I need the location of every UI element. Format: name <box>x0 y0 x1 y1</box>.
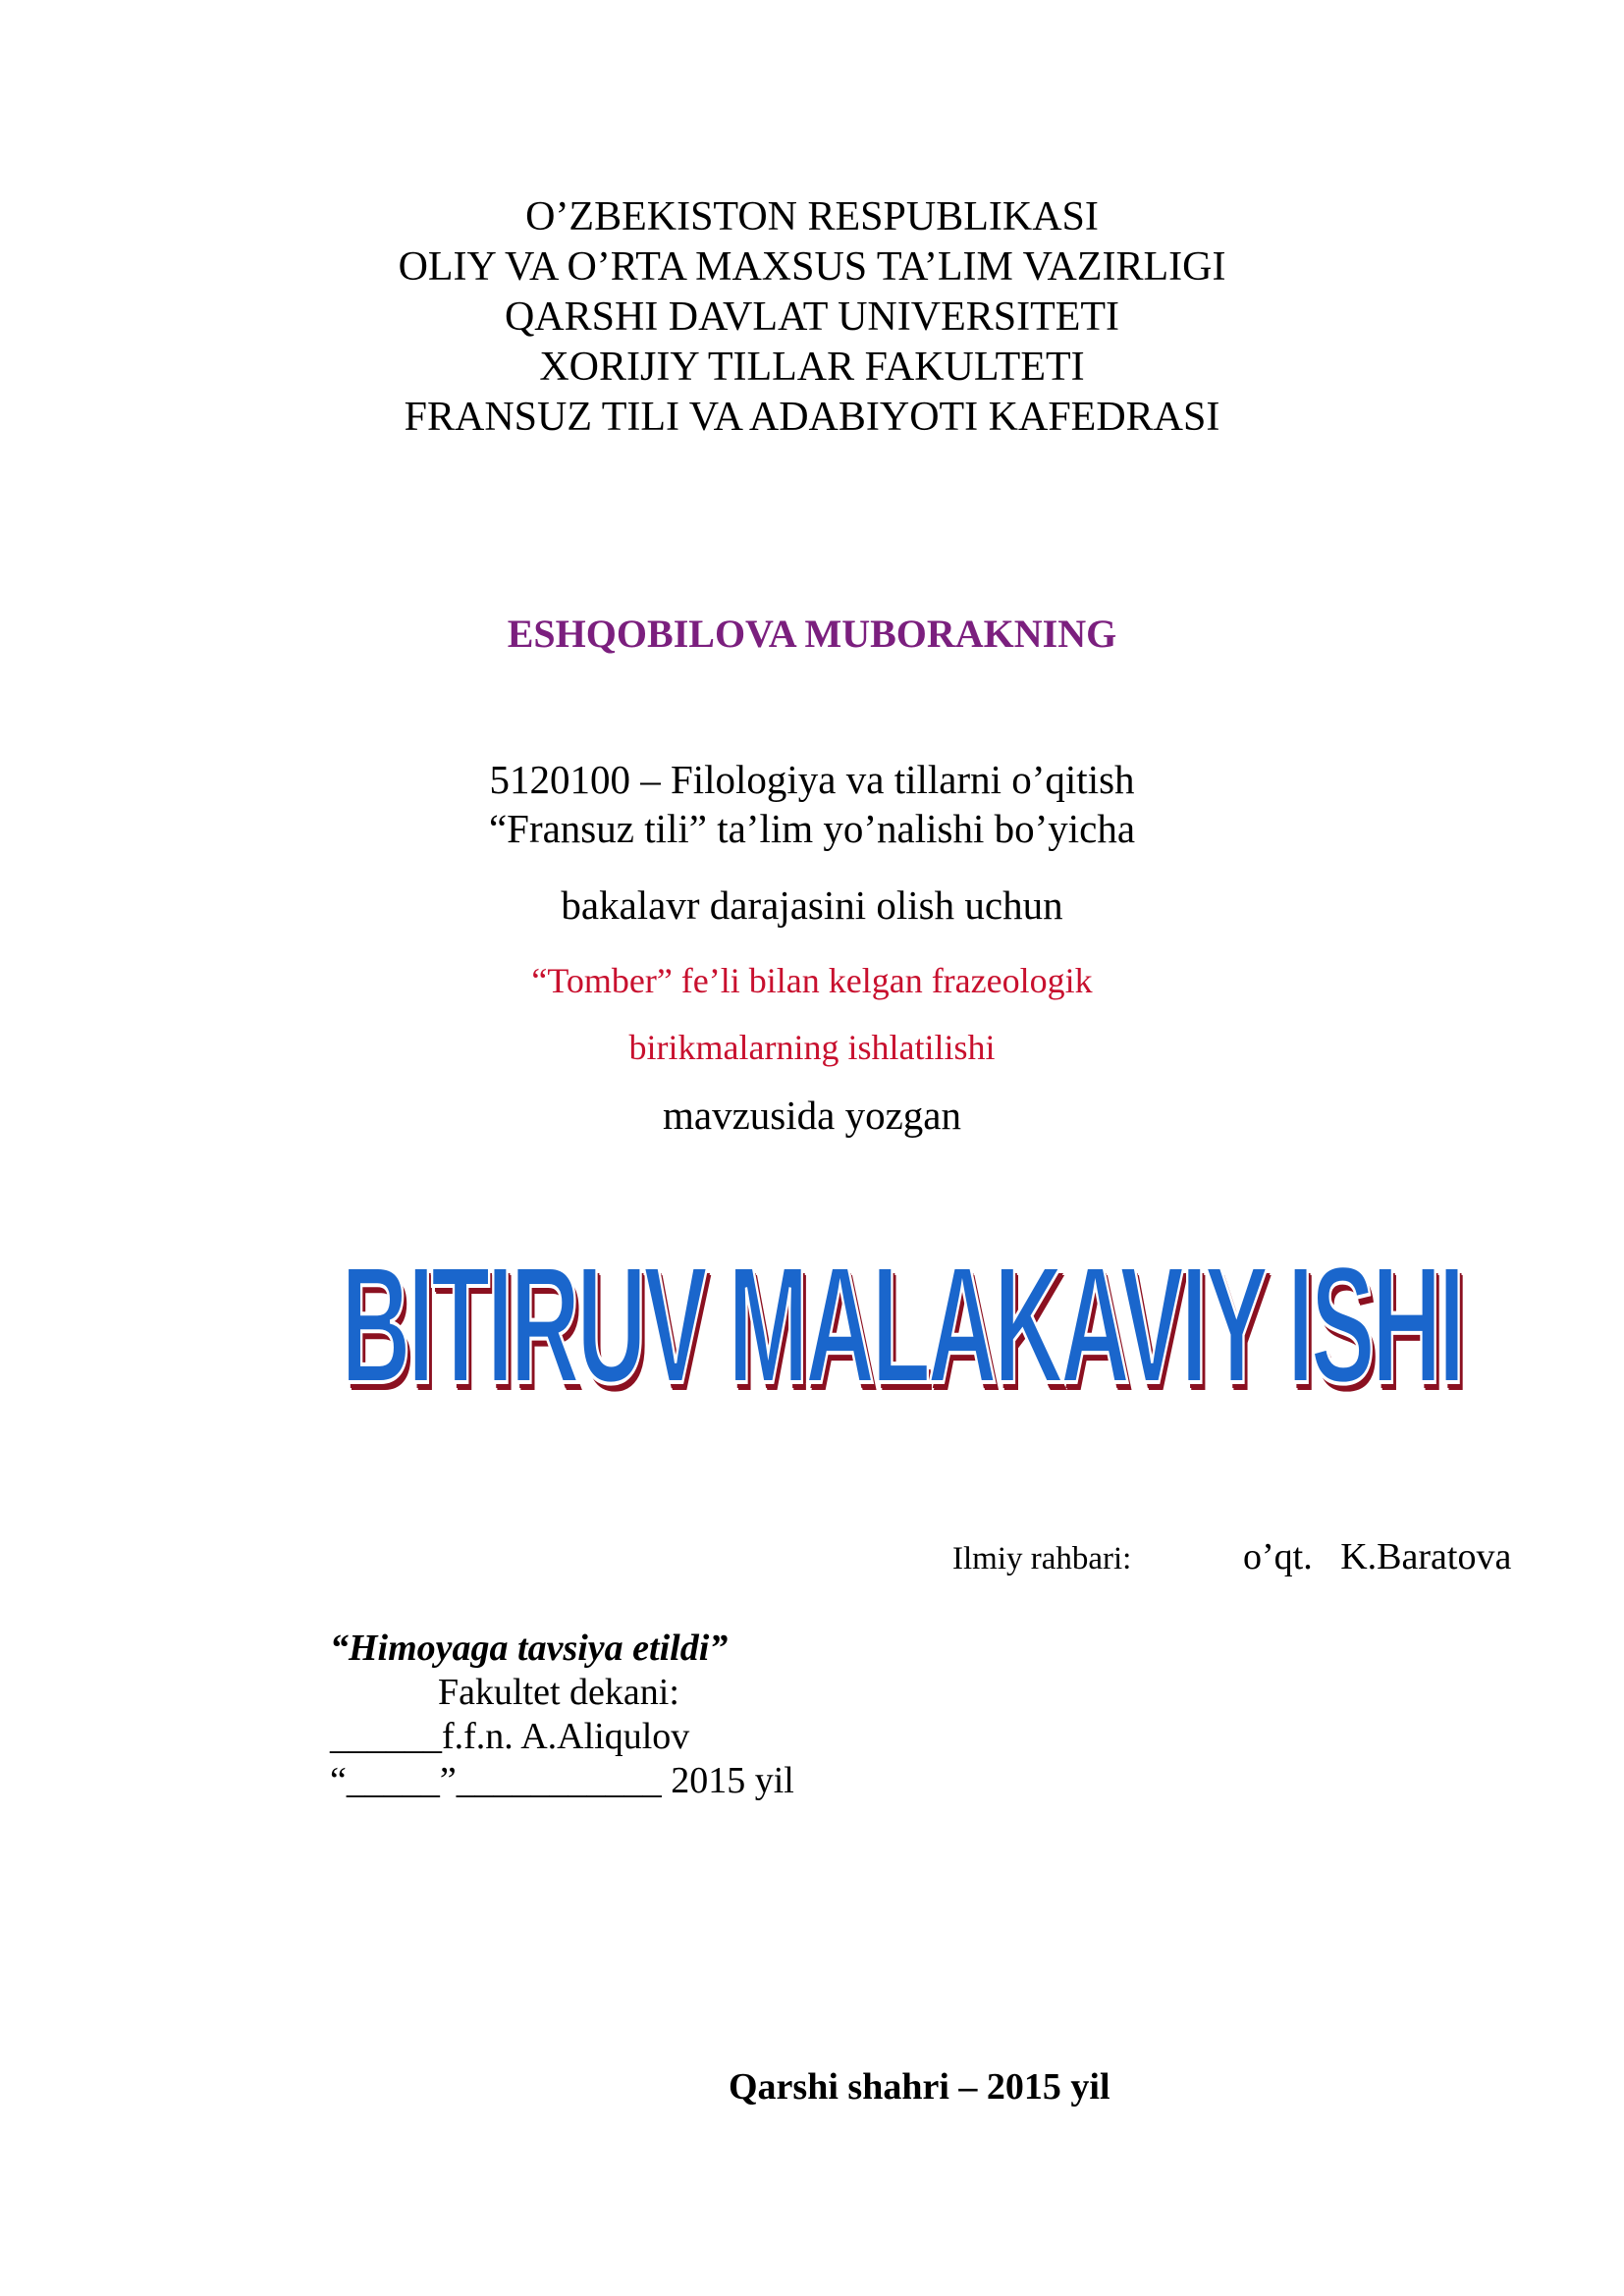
defense-recommendation: “Himoyaga tavsiya etildi” <box>330 1628 729 1669</box>
department-name: FRANSUZ TILI VA ADABIYOTI KAFEDRASI <box>404 395 1220 440</box>
ministry-name: OLIY VA O’RTA MAXSUS TA’LIM VAZIRLIGI <box>398 244 1226 290</box>
specialty-direction: “Fransuz tili” ta’lim yo’nalishi bo’yicha <box>488 806 1136 851</box>
thesis-title: BITIRUV MALAKAVIY ISHI <box>341 1232 1462 1418</box>
supervisor-name: o’qt. K.Baratova <box>1243 1536 1512 1577</box>
supervisor-label: Ilmiy rahbari: <box>952 1541 1132 1576</box>
ministry-country: O’ZBEKISTON RESPUBLIKASI <box>525 194 1099 240</box>
university-name: QARSHI DAVLAT UNIVERSITETI <box>504 294 1120 340</box>
approval-date: “_____”___________ 2015 yil <box>330 1760 794 1801</box>
specialty-code: 5120100 – Filologiya va tillarni o’qitish <box>489 757 1135 802</box>
faculty-name: XORIJIY TILLAR FAKULTETI <box>539 345 1085 390</box>
written-on-label: mavzusida yozgan <box>663 1093 961 1138</box>
author-name: ESHQOBILOVA MUBORAKNING <box>507 612 1117 656</box>
degree-purpose: bakalavr darajasini olish uchun <box>561 882 1063 928</box>
city-year: Qarshi shahri – 2015 yil <box>729 2066 1110 2108</box>
dean-label: Fakultet dekani: <box>438 1672 679 1713</box>
topic-line-2: birikmalarning ishlatilishi <box>628 1028 996 1067</box>
topic-line-1: “Tomber” fe’li bilan kelgan frazeologik <box>531 961 1093 1000</box>
dean-name: ______f.f.n. A.Aliqulov <box>330 1716 690 1757</box>
